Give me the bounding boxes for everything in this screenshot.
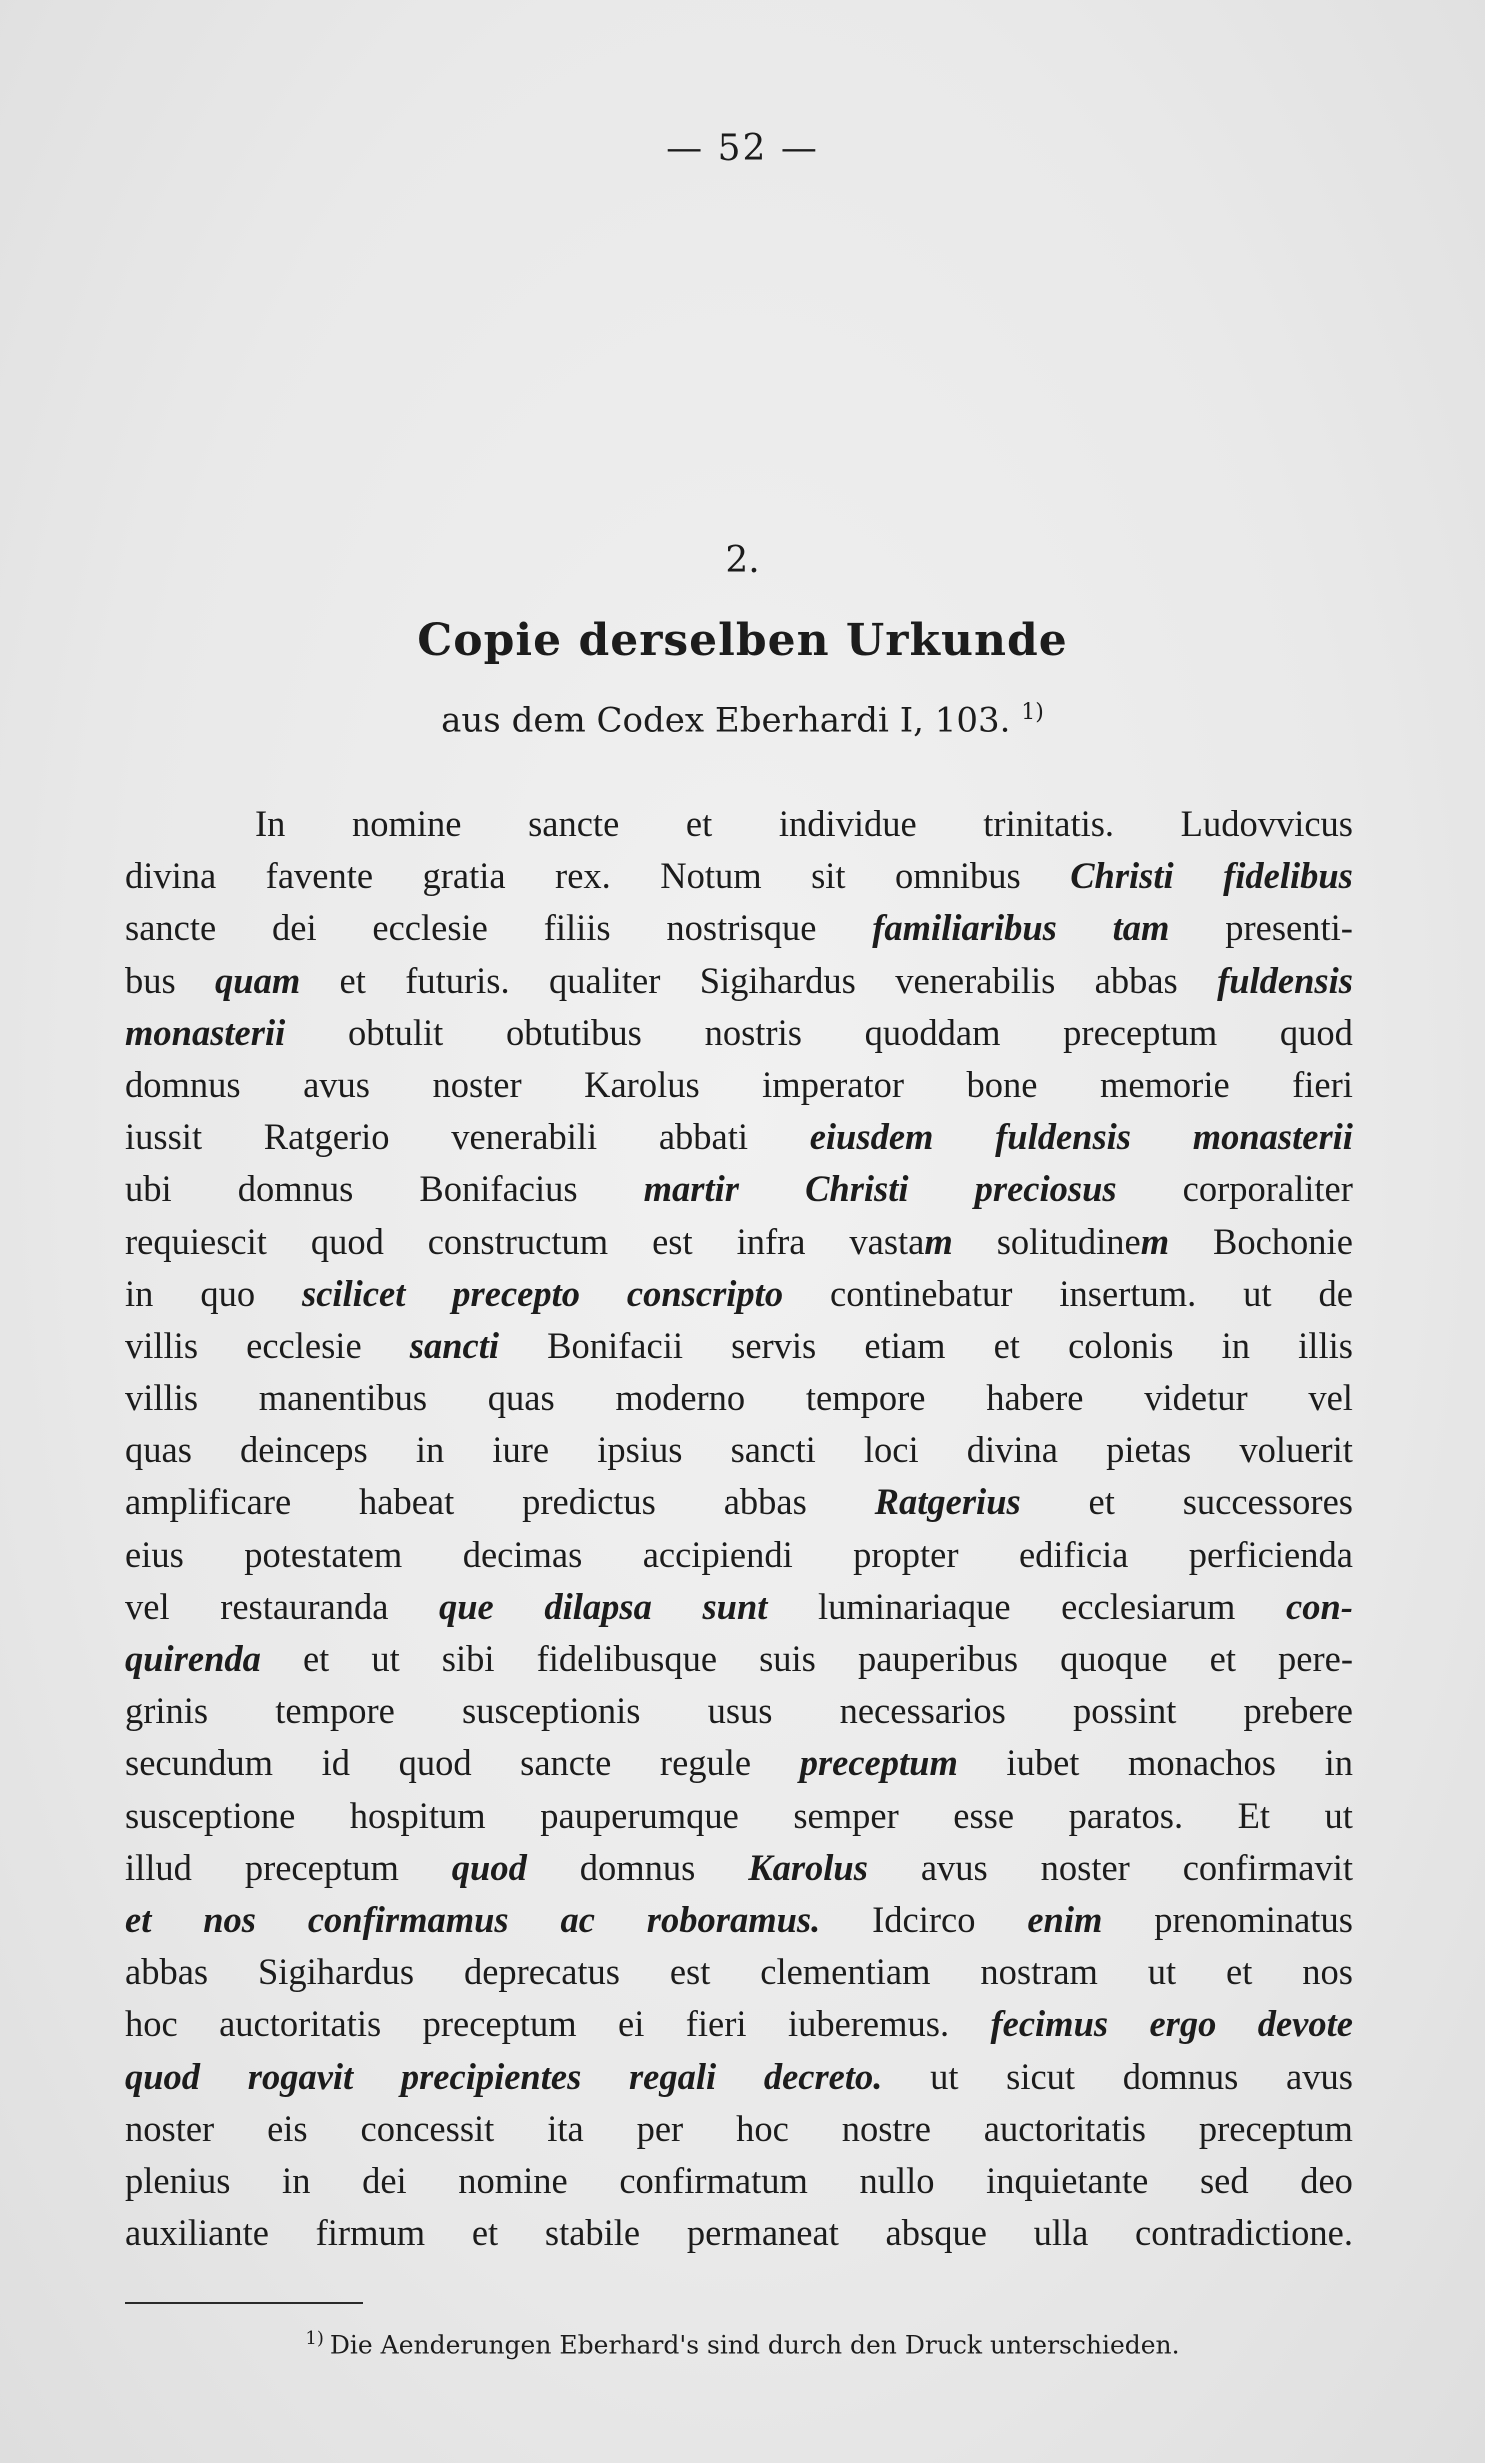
- word: decimas: [462, 1533, 583, 1575]
- word: quod: [1279, 1011, 1353, 1053]
- word: sibi: [441, 1638, 495, 1679]
- word: loci: [863, 1429, 919, 1471]
- word: divina: [125, 855, 217, 897]
- word: quod: [310, 1220, 384, 1262]
- word: grinis: [125, 1690, 209, 1732]
- source-prefix: aus dem: [441, 700, 586, 741]
- word: favente: [265, 855, 374, 897]
- word: eiusdem: [809, 1116, 934, 1158]
- word: Christi: [805, 1168, 909, 1210]
- text-line: [125, 1581, 1353, 1633]
- word: monasterii: [125, 1011, 286, 1053]
- word: ita: [547, 2107, 584, 2149]
- word: rogavit: [247, 2055, 354, 2097]
- word: per: [636, 2107, 684, 2149]
- word: tempore: [805, 1377, 926, 1419]
- word: preceptum: [799, 1742, 958, 1784]
- word: de: [1318, 1272, 1353, 1314]
- word: individue: [778, 803, 917, 844]
- word: inquietante: [986, 2159, 1149, 2201]
- word: et: [993, 1324, 1020, 1366]
- word: sancti: [730, 1429, 816, 1471]
- word: susceptione: [125, 1794, 296, 1836]
- word: gratia: [422, 855, 506, 897]
- word: avus: [920, 1846, 988, 1888]
- word: fieri: [685, 2003, 747, 2045]
- word: et: [302, 1638, 330, 1679]
- word: semper: [793, 1794, 899, 1836]
- word: illud: [125, 1846, 192, 1888]
- word: deo: [1300, 2159, 1353, 2201]
- word: preceptum: [1063, 1011, 1218, 1053]
- word: servis: [731, 1324, 817, 1366]
- word: villis: [125, 1377, 199, 1419]
- text-line: [125, 2051, 1353, 2103]
- word: id: [321, 1742, 350, 1784]
- word: nomine: [352, 803, 462, 844]
- word: permaneat: [686, 2212, 839, 2254]
- word: nos: [1302, 1951, 1353, 1993]
- word: precepto: [452, 1272, 580, 1314]
- word: hospitum: [349, 1794, 486, 1836]
- word: con-: [1286, 1585, 1353, 1627]
- word: roboramus.: [646, 1898, 821, 1940]
- word: in: [125, 1272, 154, 1314]
- word: obtutibus: [505, 1011, 642, 1053]
- word: ecclesie: [372, 907, 488, 949]
- text-line: [125, 955, 1353, 1007]
- word: perficienda: [1188, 1533, 1353, 1575]
- word: confirmamus: [307, 1898, 509, 1940]
- word: quirenda: [125, 1638, 261, 1679]
- word: ecclesie: [246, 1324, 362, 1366]
- word: fieri: [1292, 1063, 1353, 1105]
- word: martir: [643, 1168, 739, 1210]
- word: eis: [267, 2107, 308, 2149]
- word: nos: [203, 1898, 256, 1940]
- word: eius: [125, 1533, 184, 1575]
- word: iussit: [125, 1116, 203, 1158]
- source-citation: Codex Eberhardi I, 103.: [596, 700, 1011, 741]
- word: villis: [125, 1324, 199, 1366]
- word: fuldensis: [1217, 959, 1353, 1001]
- word: esse: [953, 1794, 1015, 1836]
- text-line: [125, 1268, 1353, 1320]
- word: quoque: [1060, 1638, 1168, 1679]
- word: precipientes: [400, 2055, 582, 2097]
- word: dilapsa: [544, 1585, 652, 1627]
- word: prebere: [1243, 1690, 1353, 1732]
- word: constructum: [427, 1220, 609, 1262]
- text-line: [125, 1894, 1353, 1946]
- word: Karolus: [748, 1846, 868, 1888]
- word: luminariaque: [817, 1585, 1011, 1627]
- word: nostram: [980, 1951, 1098, 1993]
- word: ipsius: [597, 1429, 683, 1471]
- word: plenius: [125, 2159, 231, 2201]
- word: Sigihardus: [257, 1951, 415, 1993]
- word: preceptum: [422, 2003, 577, 2045]
- word: ei: [618, 2003, 645, 2045]
- word: clementiam: [760, 1951, 931, 1993]
- word: confirmavit: [1182, 1846, 1353, 1888]
- word: hoc: [736, 2107, 789, 2149]
- word: quoddam: [864, 1011, 1001, 1053]
- text-line: [125, 1633, 1353, 1685]
- word: et: [125, 1898, 152, 1940]
- word: prenominatus: [1154, 1898, 1353, 1940]
- word: Bonifacii: [547, 1324, 683, 1366]
- charter-body-text: [125, 798, 1353, 2259]
- word: sunt: [702, 1585, 768, 1627]
- word: obtulit: [347, 1011, 444, 1053]
- text-line: [125, 1998, 1353, 2050]
- word: accipiendi: [642, 1533, 793, 1575]
- footnote-mark: 1): [305, 2328, 324, 2349]
- word: domnus: [125, 1063, 241, 1105]
- word: fidelibus: [1223, 855, 1353, 897]
- text-line: [125, 1842, 1353, 1894]
- word: in: [1221, 1324, 1251, 1366]
- word: suis: [759, 1638, 816, 1679]
- word: regali: [628, 2055, 717, 2097]
- text-line: [125, 1529, 1353, 1581]
- word: iubet: [1006, 1742, 1080, 1784]
- word: corporaliter: [1182, 1168, 1353, 1210]
- word: pietas: [1106, 1429, 1192, 1471]
- word: voluerit: [1239, 1429, 1353, 1471]
- text-line: [125, 1320, 1353, 1372]
- text-line: [125, 2103, 1353, 2155]
- word: fecimus: [990, 2003, 1109, 2045]
- word: Bonifacius: [419, 1168, 578, 1210]
- word: in: [1324, 1742, 1353, 1784]
- footnote-reference: 1): [1021, 700, 1044, 725]
- text-line: [125, 1111, 1353, 1163]
- word: ulla: [1033, 2212, 1089, 2254]
- word: videtur: [1144, 1377, 1248, 1419]
- word: abbati: [658, 1116, 749, 1158]
- word: abbas: [1094, 959, 1178, 1001]
- word: vel: [125, 1585, 170, 1627]
- text-line: [125, 1163, 1353, 1215]
- word: preciosus: [974, 1168, 1117, 1210]
- text-line: [125, 2155, 1353, 2207]
- word: amplificare: [125, 1481, 292, 1523]
- word: iuberemus.: [787, 2003, 950, 2045]
- word: enim: [1027, 1898, 1103, 1940]
- word: Karolus: [584, 1063, 700, 1105]
- word: In: [255, 803, 286, 844]
- text-line: [125, 1007, 1353, 1059]
- word: ac: [560, 1898, 595, 1940]
- word: et: [1209, 1638, 1236, 1679]
- word: domnus: [579, 1846, 696, 1888]
- word: nostris: [704, 1011, 802, 1053]
- word: restauranda: [220, 1585, 389, 1627]
- word: avus: [1286, 2055, 1353, 2097]
- word: dei: [272, 907, 317, 949]
- word: sancte: [528, 803, 620, 844]
- word: pere-: [1278, 1638, 1353, 1679]
- text-line: [125, 1790, 1353, 1842]
- text-line: [125, 798, 1353, 850]
- footnote-divider: [125, 2302, 363, 2304]
- word: auctoritatis: [983, 2107, 1146, 2149]
- word: Bochonie: [1213, 1220, 1353, 1262]
- word: domnus: [237, 1168, 354, 1210]
- word: qualiter: [548, 959, 661, 1001]
- word: quod: [398, 1742, 472, 1784]
- word: familiaribus: [872, 907, 1057, 949]
- word: auxiliante: [125, 2212, 269, 2254]
- word: et: [1088, 1481, 1115, 1523]
- word: conscripto: [626, 1272, 784, 1314]
- word: noster: [125, 2107, 215, 2149]
- word: ubi: [125, 1168, 172, 1210]
- text-line: [125, 1372, 1353, 1424]
- word: noster: [1040, 1846, 1130, 1888]
- text-line: [125, 1476, 1353, 1528]
- word: fuldensis: [995, 1116, 1132, 1158]
- word: tempore: [275, 1690, 395, 1732]
- word: sancte: [520, 1742, 612, 1784]
- word: secundum: [125, 1742, 273, 1784]
- word: Ludovvicus: [1180, 803, 1353, 844]
- word: futuris.: [405, 959, 510, 1001]
- word: preceptum: [244, 1846, 399, 1888]
- word: ergo: [1149, 2003, 1217, 2045]
- word: nostrisque: [666, 907, 817, 949]
- word: quas: [487, 1377, 555, 1419]
- word: fidelibusque: [536, 1638, 718, 1679]
- word: infra: [736, 1220, 806, 1262]
- word: deinceps: [240, 1429, 368, 1471]
- word: Ratgerius: [874, 1481, 1021, 1523]
- word: est: [652, 1220, 693, 1262]
- word: ut: [1147, 1951, 1177, 1993]
- word: nostre: [841, 2107, 931, 2149]
- text-line: [125, 902, 1353, 954]
- word: tam: [1112, 907, 1170, 949]
- word: confirmatum: [619, 2159, 808, 2201]
- text-line: [125, 1424, 1353, 1476]
- word: firmum: [315, 2212, 426, 2254]
- word: abbas: [125, 1951, 209, 1993]
- text-line: [125, 850, 1353, 902]
- word: filiis: [543, 907, 611, 949]
- word: trinitatis.: [983, 803, 1115, 844]
- word: bus: [125, 959, 176, 1001]
- word: in: [415, 1429, 445, 1471]
- word: insertum.: [1059, 1272, 1197, 1314]
- word: quam: [215, 959, 301, 1001]
- word: requiescit: [125, 1220, 267, 1262]
- word: nomine: [458, 2159, 568, 2201]
- word: concessit: [360, 2107, 495, 2149]
- word: monachos: [1127, 1742, 1276, 1784]
- document-source: [0, 700, 1485, 740]
- word: in: [282, 2159, 311, 2201]
- word: usus: [707, 1690, 773, 1732]
- word: noster: [432, 1063, 522, 1105]
- word: Idcirco: [872, 1898, 976, 1940]
- word: absque: [885, 2212, 987, 2254]
- word: et: [339, 959, 366, 1001]
- word: colonis: [1068, 1324, 1174, 1366]
- word: illis: [1298, 1324, 1353, 1366]
- section-number: 2.: [725, 540, 760, 581]
- word: ut: [371, 1638, 400, 1679]
- word: habere: [986, 1377, 1084, 1419]
- word: solitudinem: [996, 1220, 1170, 1262]
- word: Christi: [1070, 855, 1174, 897]
- word: dei: [362, 2159, 407, 2201]
- word: edificia: [1018, 1533, 1129, 1575]
- word: vel: [1308, 1377, 1353, 1419]
- word: sancti: [409, 1324, 500, 1366]
- word: ut: [1243, 1272, 1272, 1314]
- word: pauperumque: [540, 1794, 739, 1836]
- word: sed: [1199, 2159, 1249, 2201]
- word: habeat: [359, 1481, 455, 1523]
- footnote-text: Die Aenderungen Eberhard's sind durch den Druck unterschieden.: [329, 2330, 1180, 2360]
- word: necessarios: [839, 1690, 1006, 1732]
- word: ut: [1324, 1794, 1353, 1836]
- word: continebatur: [830, 1272, 1013, 1314]
- word: venerabili: [451, 1116, 598, 1158]
- word: divina: [966, 1429, 1058, 1471]
- text-line: [125, 1059, 1353, 1111]
- word: hoc: [125, 2003, 178, 2045]
- word: deprecatus: [463, 1951, 621, 1993]
- word: abbas: [723, 1481, 807, 1523]
- word: imperator: [762, 1063, 905, 1105]
- text-line: [125, 1946, 1353, 1998]
- word: presenti-: [1225, 907, 1353, 949]
- text-line: [125, 1737, 1353, 1789]
- word: avus: [303, 1063, 370, 1105]
- word: rex.: [555, 855, 611, 897]
- word: etiam: [864, 1324, 946, 1366]
- word: monasterii: [1192, 1116, 1353, 1158]
- word: ecclesiarum: [1061, 1585, 1236, 1627]
- word: sancte: [125, 907, 217, 949]
- word: stabile: [544, 2212, 641, 2254]
- word: decreto.: [763, 2055, 883, 2097]
- word: quod: [451, 1846, 527, 1888]
- word: preceptum: [1198, 2107, 1353, 2149]
- word: regule: [659, 1742, 752, 1784]
- page-number: — 52 —: [666, 128, 819, 169]
- word: vastam: [849, 1220, 953, 1262]
- word: iure: [492, 1429, 550, 1471]
- word: Sigihardus: [699, 959, 856, 1001]
- word: susceptionis: [462, 1690, 641, 1732]
- word: est: [669, 1951, 711, 1993]
- word: manentibus: [258, 1377, 428, 1419]
- footnote: [0, 2328, 1485, 2359]
- document-title: Copie derselben Urkunde: [417, 615, 1068, 666]
- word: moderno: [615, 1377, 746, 1419]
- text-line: [125, 1216, 1353, 1268]
- word: et: [685, 803, 713, 844]
- text-line: [125, 2207, 1353, 2259]
- word: potestatem: [244, 1533, 403, 1575]
- word: successores: [1182, 1481, 1353, 1523]
- word: et: [1226, 1951, 1253, 1993]
- word: auctoritatis: [219, 2003, 382, 2045]
- word: quo: [200, 1272, 256, 1314]
- word: domnus: [1122, 2055, 1239, 2097]
- word: predictus: [522, 1481, 656, 1523]
- word: nullo: [859, 2159, 935, 2201]
- word: sit: [811, 855, 846, 897]
- word: ut: [930, 2055, 959, 2097]
- word: possint: [1072, 1690, 1177, 1732]
- word: bone: [966, 1063, 1038, 1105]
- word: omnibus: [895, 855, 1021, 897]
- word: scilicet: [302, 1272, 406, 1314]
- word: Et: [1237, 1794, 1271, 1836]
- word: devote: [1257, 2003, 1353, 2045]
- word: et: [471, 2212, 499, 2254]
- word: venerabilis: [895, 959, 1056, 1001]
- word: quas: [125, 1429, 192, 1471]
- text-line: [125, 1685, 1353, 1737]
- word: paratos.: [1068, 1794, 1184, 1836]
- word: sicut: [1006, 2055, 1076, 2097]
- word: memorie: [1099, 1063, 1230, 1105]
- word: Ratgerio: [263, 1116, 390, 1158]
- word: quod: [125, 2055, 201, 2097]
- word: contradictione.: [1135, 2212, 1353, 2254]
- word: Notum: [660, 855, 762, 897]
- word: pauperibus: [857, 1638, 1019, 1679]
- word: propter: [853, 1533, 959, 1575]
- word: que: [439, 1585, 494, 1627]
